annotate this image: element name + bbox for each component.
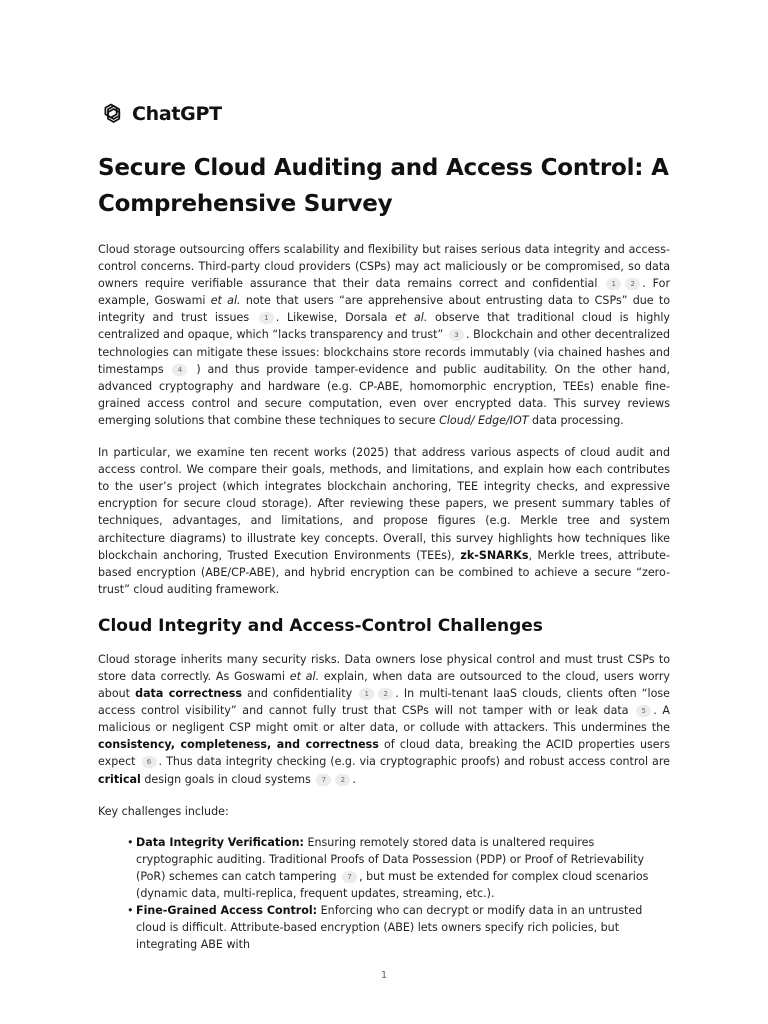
text-run: , Merkle trees, attribute-based encryption (ABE/CP-ABE), and hybrid encryption can be combined to achieve a secure “zero-trust” cloud auditing framework.: [98, 548, 670, 596]
citation-badge[interactable]: 1: [359, 688, 374, 700]
text-run: . Blockchain and other decentralized technologies can mitigate these issues: blockchains store records immutably (via chained hashes and timestamps: [98, 328, 670, 376]
citation-badge[interactable]: 1: [606, 278, 621, 290]
text-run: note that users “are apprehensive about entrusting data to CSPs” due to integrity and trust issues: [98, 294, 671, 325]
bullet-icon: •: [127, 835, 134, 849]
bold-text: Data Integrity Verification:: [136, 835, 304, 849]
text-run: .: [352, 772, 356, 786]
list-item: [127, 834, 668, 902]
citation-badge[interactable]: 3: [449, 329, 464, 341]
brand-header: [98, 100, 670, 128]
bold-text: zk-SNARKs: [460, 548, 529, 562]
citation-badge[interactable]: 6: [142, 756, 157, 768]
section-paragraph-1: [98, 651, 670, 788]
text-run: ) and thus provide tamper-evidence and public auditability. On the other hand, advanced cryptography and hardware (e.g. CP-ABE, homomorphic encryption, TEEs) enable fine-grained access control and secure computation, even over encrypted data. This survey reviews emerging solutions that combine these techniques to secure: [98, 362, 671, 427]
text-run: and confidentiality: [247, 687, 353, 701]
citation-badge[interactable]: 2: [335, 774, 350, 786]
text-run: Cloud storage outsourcing offers scalability and flexibility but raises serious data integrity and access-control concerns. Third-party cloud providers (CSPs) may act maliciously or be compromised, so data owners require verifiable assurance that their data remains correct and confidential: [98, 243, 670, 291]
section-heading: Cloud Integrity and Access-Control Challenges: [98, 615, 543, 636]
text-run: Cloud storage inherits many security risks. Data owners lose physical control and must trust CSPs to store data correctly. As Goswami: [98, 652, 670, 683]
intro-paragraph-1: [98, 241, 670, 429]
citation-badge[interactable]: 5: [636, 705, 651, 717]
text-run: design goals in cloud systems: [144, 772, 311, 786]
italic-text: Cloud/ Edge/IOT: [439, 413, 529, 427]
text-run: of cloud data, breaking the ACID properties users expect: [98, 738, 670, 769]
citation-badge[interactable]: 4: [172, 364, 187, 376]
citation-badge[interactable]: 7: [342, 871, 357, 883]
intro-paragraph-2: [98, 444, 670, 598]
text-run: . In multi-tenant IaaS clouds, clients often “lose access control visibility” and cannot fully trust that CSPs will not tamper with or leak data: [98, 687, 670, 718]
bold-text: Fine-Grained Access Control:: [136, 904, 318, 918]
text-run: data processing.: [532, 413, 624, 427]
citation-badge[interactable]: 2: [625, 278, 640, 290]
citation-badge[interactable]: 7: [316, 774, 331, 786]
text-run: In particular, we examine ten recent works (2025) that address various aspects of cloud audit and access control. We compare their goals, methods, and limitations, and explain how each contributes to the user’s project (which integrates blockchain anchoring, TEE integrity checks, and expressive encryption for secure cloud storage). After reviewing these papers, we present summary tables of techniques, advantages, and limitations, and propose figures (e.g. Merkle tree and system architecture diagrams) to illustrate key concepts. Overall, this survey highlights how techniques like blockchain anchoring, Trusted Execution Environments (TEEs),: [98, 446, 670, 562]
document-title: Secure Cloud Auditing and Access Control: A Comprehensive Survey: [98, 155, 669, 217]
list-item: [127, 902, 668, 953]
text-run: Ensuring remotely stored data is unaltered requires cryptographic auditing. Traditional Proofs of Data Possession (PDP) or Proof of Retrievability (PoR) schemes can catch tampering: [136, 835, 645, 883]
page-number: 1: [380, 970, 388, 981]
document-page: [98, 100, 670, 953]
citation-badge[interactable]: 2: [378, 688, 393, 700]
bold-text: critical: [98, 772, 141, 786]
italic-text: et al.: [210, 294, 241, 308]
citation-badge[interactable]: 1: [259, 312, 274, 324]
text-run: . For example, Goswami: [98, 277, 671, 308]
italic-text: et al.: [395, 311, 428, 325]
italic-text: et al.: [289, 669, 320, 683]
bullet-icon: •: [127, 904, 134, 918]
text-run: observe that traditional cloud is highly centralized and opaque, which “lacks transparency and trust”: [98, 311, 670, 342]
openai-logo-icon: [98, 101, 124, 127]
section-paragraph-2: Key challenges include:: [98, 804, 229, 818]
text-run: , but must be extended for complex cloud scenarios (dynamic data, multi-replica, frequent updates, streaming, etc.).: [136, 869, 649, 900]
bold-text: consistency, completeness, and correctness: [98, 738, 379, 752]
text-run: explain, when data are outsourced to the cloud, users worry about: [98, 669, 670, 701]
challenge-list: [98, 834, 670, 954]
bold-text: data correctness: [135, 687, 242, 701]
text-run: . A malicious or negligent CSP might omit or alter data, or collude with attackers. This undermines the: [98, 704, 670, 735]
text-run: Enforcing who can decrypt or modify data in an untrusted cloud is difficult. Attribute-based encryption (ABE) lets owners specify rich policies, but integrating ABE with: [136, 904, 643, 952]
text-run: . Thus data integrity checking (e.g. via cryptographic proofs) and robust access control are: [158, 755, 670, 769]
text-run: . Likewise, Dorsala: [275, 311, 388, 325]
brand-name: ChatGPT: [132, 103, 222, 125]
